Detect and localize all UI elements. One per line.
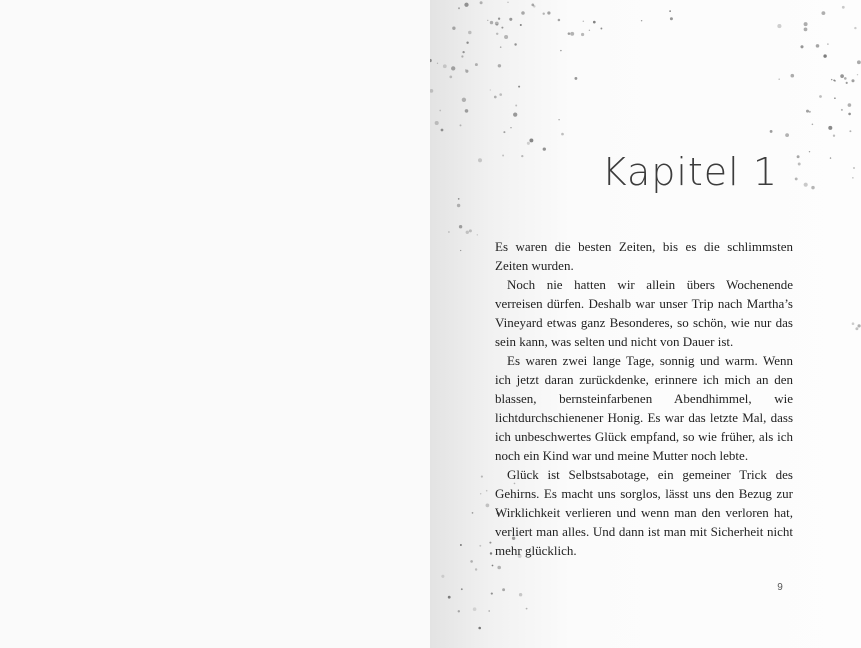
glitter-dot bbox=[486, 490, 488, 492]
glitter-dot bbox=[833, 135, 835, 137]
glitter-dot bbox=[785, 133, 789, 137]
glitter-dot bbox=[465, 109, 469, 113]
paragraph-3: Es waren zwei lange Tage, sonnig und warm. Wenn ich jetzt daran zurückdenke, erinnere ich mich an den blassen, bernsteinfarbenen Abendhimmel, wie lichtdurchschienener Honig. Es war das letzte Mal, dass ich unbeschwertes Glück empfand, so wie früher, als ich noch ein Kind war und meine Mutter noch lebte. bbox=[495, 353, 793, 463]
glitter-dot bbox=[526, 608, 528, 610]
glitter-dot bbox=[521, 11, 525, 15]
glitter-dot bbox=[558, 19, 561, 22]
glitter-dot bbox=[448, 596, 451, 599]
glitter-dot bbox=[547, 11, 550, 14]
glitter-dot bbox=[501, 27, 503, 29]
glitter-dot bbox=[498, 18, 500, 20]
glitter-dot bbox=[798, 163, 801, 166]
page-number: 9 bbox=[777, 582, 783, 593]
glitter-dot bbox=[848, 103, 852, 107]
glitter-dot bbox=[496, 33, 498, 35]
glitter-dot bbox=[853, 167, 855, 169]
glitter-dot bbox=[795, 177, 798, 180]
glitter-dot bbox=[857, 74, 858, 75]
paragraph-1: Es waren die besten Zeiten, bis es die schlimmsten Zeiten wurden. bbox=[495, 239, 793, 273]
glitter-dot bbox=[514, 43, 516, 45]
glitter-dot bbox=[494, 96, 497, 99]
glitter-dot bbox=[777, 24, 781, 28]
glitter-dot bbox=[458, 610, 460, 612]
glitter-dot bbox=[439, 110, 441, 112]
glitter-dot bbox=[791, 74, 795, 78]
glitter-dot bbox=[477, 234, 478, 235]
glitter-dot bbox=[507, 2, 508, 3]
glitter-dot bbox=[472, 512, 474, 514]
glitter-dot bbox=[527, 142, 530, 145]
glitter-dot bbox=[816, 44, 820, 48]
glitter-dot bbox=[840, 74, 844, 78]
right-page bbox=[430, 0, 861, 648]
glitter-dot bbox=[478, 627, 481, 630]
glitter-dot bbox=[452, 27, 455, 30]
glitter-dot bbox=[834, 80, 836, 82]
glitter-dot bbox=[462, 98, 466, 102]
glitter-dot bbox=[489, 542, 491, 544]
glitter-dot bbox=[460, 250, 461, 251]
glitter-dot bbox=[491, 593, 493, 595]
glitter-dot bbox=[502, 588, 505, 591]
glitter-dot bbox=[812, 124, 814, 126]
glitter-dot bbox=[520, 24, 522, 26]
glitter-dot bbox=[460, 544, 462, 546]
glitter-dot bbox=[809, 151, 810, 152]
glitter-dot bbox=[481, 476, 483, 478]
glitter-dot bbox=[849, 130, 851, 132]
glitter-dot bbox=[504, 35, 508, 39]
glitter-dot bbox=[806, 110, 809, 113]
paragraph-2: Noch nie hatten wir allein übers Wochenende verreisen dürfen. Deshalb war unser Trip nach Martha’s Vineyard etwas ganz Besonderes, so schön, wie nur das sein kann, was selten und nicht von Dauer ist. bbox=[495, 277, 793, 349]
glitter-dot bbox=[804, 22, 808, 26]
glitter-dot bbox=[451, 66, 455, 70]
glitter-dot bbox=[823, 54, 826, 57]
glitter-dot bbox=[515, 105, 517, 107]
glitter-dot bbox=[448, 231, 450, 233]
glitter-dot bbox=[851, 79, 854, 82]
glitter-dot bbox=[834, 97, 836, 99]
glitter-dot bbox=[486, 504, 490, 508]
glitter-dot bbox=[600, 28, 602, 30]
glitter-dot bbox=[846, 82, 848, 84]
glitter-dot bbox=[490, 21, 493, 24]
glitter-dot bbox=[441, 129, 444, 132]
glitter-dot bbox=[435, 121, 439, 125]
glitter-dot bbox=[457, 204, 460, 207]
glitter-dot bbox=[466, 42, 468, 44]
glitter-dot bbox=[473, 607, 477, 611]
glitter-dot bbox=[475, 568, 477, 570]
chapter-body bbox=[495, 237, 793, 560]
glitter-dot bbox=[492, 565, 494, 567]
glitter-dot bbox=[844, 77, 847, 80]
glitter-dot bbox=[459, 225, 462, 228]
glitter-dot bbox=[852, 177, 853, 178]
glitter-dot bbox=[498, 64, 501, 67]
glitter-dot bbox=[568, 32, 571, 35]
glitter-dot bbox=[574, 77, 577, 80]
glitter-dot bbox=[543, 13, 545, 15]
glitter-dot bbox=[670, 17, 673, 20]
glitter-dot bbox=[468, 31, 471, 34]
glitter-dot bbox=[804, 28, 808, 32]
glitter-dot bbox=[461, 55, 463, 57]
glitter-dot bbox=[510, 127, 511, 128]
glitter-dot bbox=[854, 27, 856, 29]
glitter-dot bbox=[857, 60, 861, 64]
glitter-dot bbox=[821, 11, 825, 15]
glitter-dot bbox=[830, 157, 831, 158]
glitter-dot bbox=[797, 155, 800, 158]
glitter-dot bbox=[811, 186, 814, 189]
chapter-title: Kapitel 1 bbox=[601, 150, 778, 194]
glitter-dot bbox=[480, 1, 483, 4]
glitter-dot bbox=[488, 610, 490, 612]
glitter-dot bbox=[497, 566, 501, 570]
glitter-dot bbox=[531, 4, 534, 7]
glitter-dot bbox=[558, 119, 559, 120]
glitter-dot bbox=[490, 552, 492, 554]
glitter-dot bbox=[458, 198, 460, 200]
glitter-dot bbox=[503, 131, 505, 133]
glitter-dot bbox=[848, 113, 851, 116]
glitter-dot bbox=[669, 10, 671, 12]
glitter-dot bbox=[770, 130, 773, 133]
glitter-dot bbox=[509, 18, 512, 21]
glitter-dot bbox=[479, 545, 481, 547]
glitter-dot bbox=[819, 95, 822, 98]
glitter-dot bbox=[499, 93, 502, 96]
glitter-dot bbox=[513, 112, 517, 116]
glitter-dot bbox=[462, 51, 464, 53]
glitter-dot bbox=[458, 7, 460, 9]
glitter-dot bbox=[857, 324, 860, 327]
glitter-dot bbox=[490, 89, 491, 90]
glitter-dot bbox=[831, 79, 832, 80]
glitter-dot bbox=[841, 109, 843, 111]
glitter-dot bbox=[842, 6, 845, 9]
glitter-dot bbox=[449, 76, 452, 79]
glitter-dot bbox=[583, 21, 585, 23]
glitter-dot bbox=[641, 20, 642, 21]
glitter-dot bbox=[518, 86, 520, 88]
glitter-dot bbox=[570, 32, 574, 36]
glitter-dot bbox=[778, 78, 780, 80]
glitter-dot bbox=[560, 50, 561, 51]
paragraph-4: Glück ist Selbstsabotage, ein gemeiner Trick des Gehirns. Es macht uns sorglos, lässt uns den Bezug zur Wirklichkeit verlieren und wenn man den verloren hat, verliert man alles. Und dann ist man mit Sicherheit nicht mehr glücklich. bbox=[495, 467, 793, 558]
glitter-dot bbox=[469, 229, 472, 232]
glitter-dot bbox=[461, 588, 463, 590]
glitter-dot bbox=[466, 231, 469, 234]
glitter-dot bbox=[487, 20, 488, 21]
left-page-blank bbox=[0, 0, 430, 648]
glitter-dot bbox=[441, 575, 444, 578]
glitter-dot bbox=[496, 24, 498, 26]
glitter-dot bbox=[430, 59, 432, 62]
glitter-dot bbox=[827, 43, 829, 45]
glitter-dot bbox=[800, 45, 803, 48]
glitter-dot bbox=[561, 133, 564, 136]
glitter-dot bbox=[464, 3, 468, 7]
glitter-dot bbox=[809, 111, 811, 113]
glitter-dot bbox=[500, 46, 502, 48]
glitter-dot bbox=[480, 493, 481, 494]
glitter-dot bbox=[475, 63, 478, 66]
glitter-dot bbox=[589, 30, 590, 31]
glitter-dot bbox=[437, 63, 438, 64]
glitter-dot bbox=[460, 124, 462, 126]
glitter-dot bbox=[852, 322, 855, 325]
glitter-dot bbox=[581, 33, 584, 36]
glitter-dot bbox=[470, 560, 473, 563]
glitter-dot bbox=[593, 21, 596, 24]
glitter-dot bbox=[804, 183, 808, 187]
glitter-dot bbox=[465, 69, 466, 70]
glitter-dot bbox=[519, 593, 522, 596]
glitter-dot bbox=[828, 126, 832, 130]
glitter-dot bbox=[430, 89, 433, 93]
glitter-dot bbox=[443, 64, 447, 68]
glitter-dot bbox=[855, 327, 858, 330]
glitter-dot bbox=[529, 138, 533, 142]
